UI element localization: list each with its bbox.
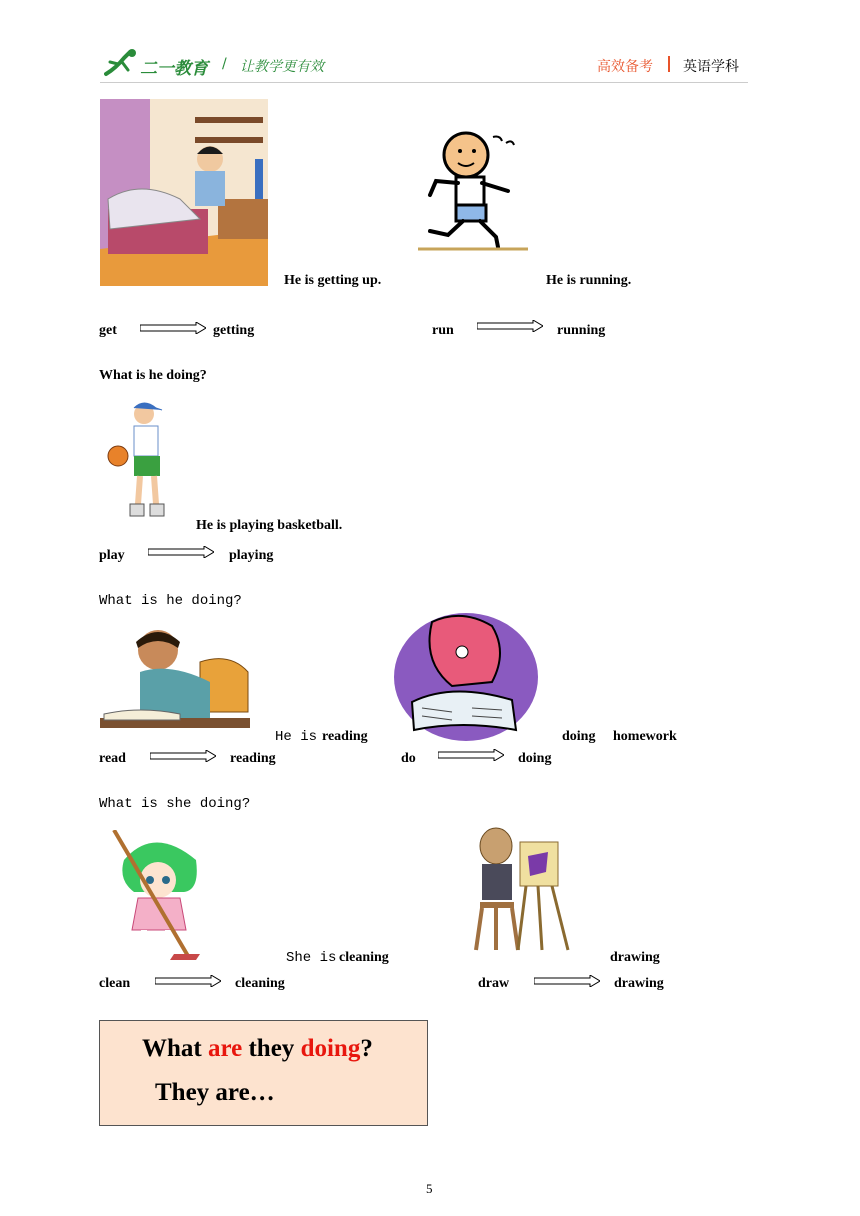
drawing-image — [472, 826, 572, 958]
header-divider — [668, 56, 670, 72]
box-answer: They are… — [155, 1079, 275, 1106]
arrow-icon — [534, 975, 600, 987]
arrow-icon — [150, 750, 216, 762]
caption-drawing: drawing — [610, 950, 660, 965]
doing-homework-image — [392, 612, 540, 742]
header — [0, 0, 860, 90]
word-playing: playing — [229, 548, 274, 563]
box-what: What — [142, 1035, 202, 1062]
arrow-icon — [140, 322, 206, 334]
caption-reading: reading — [322, 729, 368, 744]
header-slogan: 让教学更有效 — [240, 59, 324, 75]
header-right-right: 英语学科 — [683, 59, 739, 75]
word-getting: getting — [213, 323, 255, 338]
word-cleaning: cleaning — [235, 976, 285, 991]
caption-getting-up: He is getting up. — [284, 273, 382, 288]
word-get: get — [99, 323, 117, 338]
word-drawing: drawing — [614, 976, 664, 991]
word-draw: draw — [478, 976, 510, 991]
word-reading: reading — [230, 751, 276, 766]
question-he-doing-1: What is he doing? — [99, 368, 207, 383]
word-clean: clean — [99, 976, 131, 991]
caption-doing: doing — [562, 729, 596, 744]
arrow-icon — [155, 975, 221, 987]
box-question — [142, 1035, 373, 1063]
word-run: run — [432, 323, 454, 338]
caption-she-is: She is — [286, 950, 337, 966]
girl-cleaning-image — [104, 830, 204, 962]
box-they: they — [248, 1035, 295, 1062]
arrow-icon — [477, 320, 543, 332]
boy-basketball-image — [106, 400, 168, 522]
word-play: play — [99, 548, 125, 563]
arrow-icon — [148, 546, 214, 558]
caption-basketball: He is playing basketball. — [196, 518, 343, 533]
header-rule — [100, 82, 748, 83]
word-doing: doing — [518, 751, 552, 766]
question-he-doing-2: What is he doing? — [99, 593, 242, 609]
header-slash: / — [222, 56, 227, 72]
caption-homework: homework — [613, 729, 677, 744]
question-she-doing: What is she doing? — [99, 796, 251, 812]
boy-reading-image — [100, 622, 250, 732]
box-qmark: ? — [360, 1035, 373, 1062]
logo-text: 二一教育 — [140, 59, 208, 79]
arrow-icon — [438, 749, 504, 761]
question-box — [99, 1020, 428, 1126]
boy-running-image — [418, 125, 528, 263]
word-read: read — [99, 751, 126, 766]
boy-getting-up-image — [100, 99, 268, 286]
header-right-left: 高效备考 — [597, 59, 653, 75]
box-doing: doing — [300, 1035, 361, 1062]
caption-he-is: He is — [275, 729, 318, 745]
box-are: are — [207, 1035, 243, 1062]
word-running: running — [557, 323, 606, 338]
word-do: do — [401, 751, 416, 766]
caption-cleaning: cleaning — [339, 950, 389, 965]
caption-running: He is running. — [546, 273, 632, 288]
page-number: 5 — [426, 1181, 433, 1196]
logo-runner-icon — [104, 48, 140, 78]
